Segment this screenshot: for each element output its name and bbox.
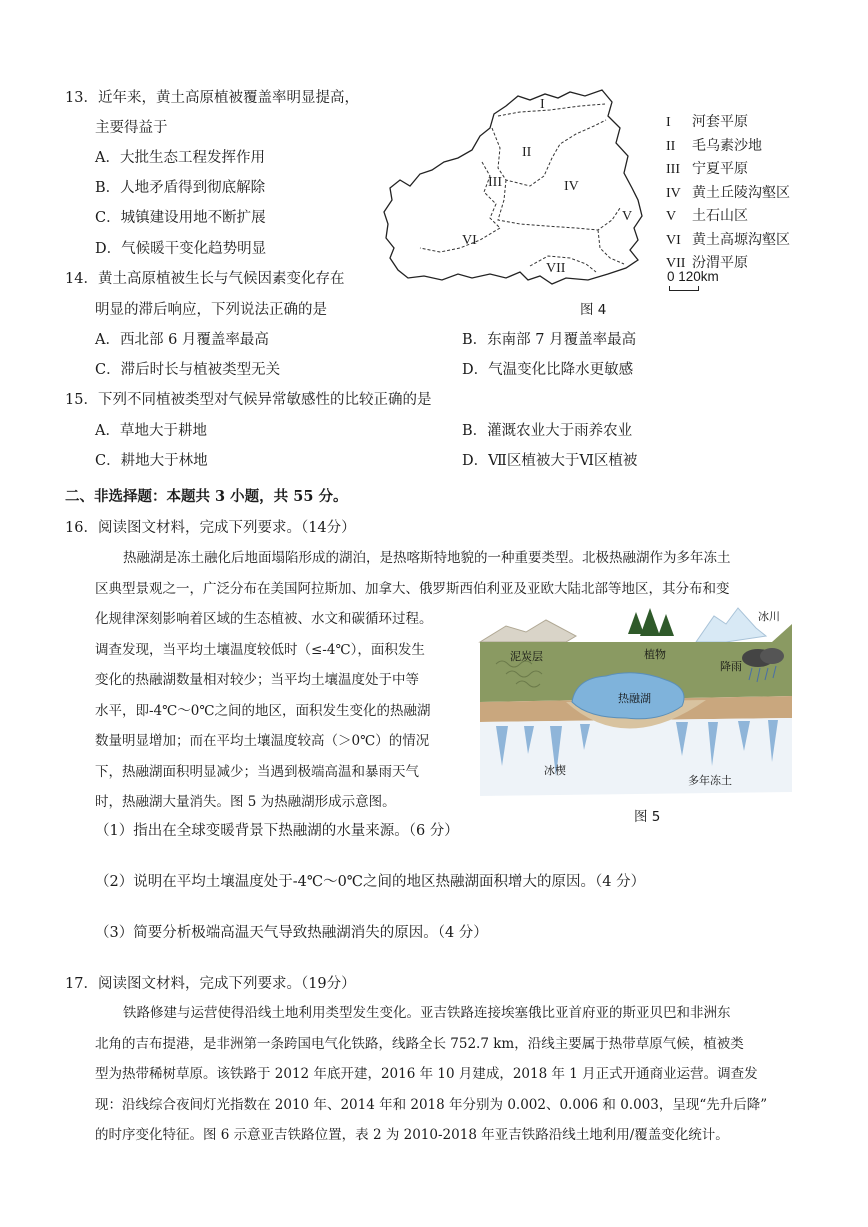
- q17-line: 型为热带稀树草原。该铁路于 2012 年底开建，2016 年 10 月建成，2018 年 1 月正式开通商业运营。调查发: [95, 1066, 758, 1082]
- region-mark-7: VII: [546, 261, 566, 276]
- legend-item: II 毛乌素沙地: [666, 137, 762, 154]
- q16-line: 热融湖是冻土融化后地面塌陷形成的湖泊，是热喀斯特地貌的一种重要类型。北极热融湖作为多年冻土: [123, 550, 731, 566]
- plateau-outline: [384, 90, 642, 284]
- permafrost-label: 多年冻土: [688, 774, 732, 787]
- legend-item: V 土石山区: [666, 208, 748, 224]
- legend-item: III 宁夏平原: [666, 161, 748, 177]
- glacier-label: 冰川: [758, 610, 780, 623]
- region-boundaries: [420, 104, 624, 272]
- plant-label: 植物: [644, 648, 666, 661]
- q15-option-b: B．灌溉农业大于雨养农业: [462, 423, 633, 439]
- q17-stem: 17．阅读图文材料，完成下列要求。（19分）: [65, 976, 356, 992]
- q13-stem-cont: 主要得益于: [95, 120, 168, 136]
- fig4-caption: 图 4: [580, 302, 607, 318]
- tree-icon: [658, 614, 674, 636]
- q13-option-d: D．气候暖干变化趋势明显: [95, 241, 267, 257]
- loess-plateau-map: [380, 88, 660, 293]
- lake-label: 热融湖: [618, 692, 651, 705]
- scale-bar: [669, 286, 699, 291]
- region-mark-5: V: [622, 209, 633, 224]
- q17-line: 北角的吉布提港，是非洲第一条跨国电气化铁路，线路全长 752.7 km，沿线主要属于热带草原气候，植被类: [95, 1035, 744, 1052]
- q17-line: 铁路修建与运营使得沿线土地利用类型发生变化。亚吉铁路连接埃塞俄比亚首府亚的斯亚贝巴和非洲东: [123, 1005, 731, 1021]
- ice-wedge-label: 冰楔: [544, 764, 566, 777]
- region-mark-4: IV: [564, 179, 579, 194]
- region-mark-1: I: [540, 97, 545, 112]
- peat-label: 泥炭层: [510, 650, 543, 663]
- tree-icon: [628, 612, 644, 634]
- glacier-shape: [696, 608, 766, 642]
- q16-line: 化规律深刻影响着区域的生态植被、水文和碳循环过程。: [95, 611, 433, 627]
- q14-option-b: B．东南部 7 月覆盖率最高: [462, 332, 637, 348]
- q14-stem-cont: 明显的滞后响应，下列说法正确的是: [95, 302, 327, 318]
- q13-stem: 13．近年来，黄土高原植被覆盖率明显提高，: [65, 90, 359, 106]
- q16-subquestion-1: （1）指出在全球变暖背景下热融湖的水量来源。（6 分）: [95, 823, 459, 839]
- q13-option-b: B．人地矛盾得到彻底解除: [95, 180, 266, 196]
- q16-subquestion-3: （3）简要分析极端高温天气导致热融湖消失的原因。（4 分）: [95, 925, 488, 941]
- rain-label: 降雨: [720, 660, 742, 673]
- fig4-legend: [666, 111, 790, 276]
- q16-subquestion-2: （2）说明在平均土壤温度处于-4℃～0℃之间的地区热融湖面积增大的原因。（4 分）: [95, 874, 646, 890]
- q14-stem: 14．黄土高原植被生长与气候因素变化存在: [65, 271, 345, 287]
- q15-option-c: C．耕地大于林地: [95, 453, 208, 469]
- q16-line: 调查发现，当平均土壤温度较低时（≤-4℃），面积发生: [95, 641, 425, 658]
- q15-stem: 15．下列不同植被类型对气候异常敏感性的比较正确的是: [65, 392, 432, 408]
- q16-line: 水平，即-4℃～0℃之间的地区，面积发生变化的热融湖: [95, 702, 431, 719]
- region-mark-6: VI: [462, 233, 477, 248]
- legend-item: VII 汾渭平原: [666, 255, 748, 271]
- q17-line: 的时序变化特征。图 6 示意亚吉铁路位置，表 2 为 2010-2018 年亚吉铁路沿线土地利用/覆盖变化统计。: [95, 1127, 729, 1143]
- q16-line: 时，热融湖大量消失。图 5 为热融湖形成示意图。: [95, 794, 396, 810]
- hill-shape: [480, 620, 576, 642]
- section-heading: 二、非选择题：本题共 3 小题，共 55 分。: [65, 488, 348, 505]
- legend-item: IV 黄土丘陵沟壑区: [666, 184, 790, 201]
- q14-option-a: A．西北部 6 月覆盖率最高: [95, 332, 269, 348]
- legend-item: I 河套平原: [666, 114, 748, 130]
- q16-line: 变化的热融湖数量相对较少；当平均土壤温度处于中等: [95, 672, 419, 688]
- q14-option-d: D．气温变化比降水更敏感: [462, 362, 634, 378]
- tree-icon: [640, 608, 660, 636]
- q17-line: 现：沿线综合夜间灯光指数在 2010 年、2014 年和 2018 年分别为 0.002、0.006 和 0.003，呈现“先升后降”: [95, 1096, 768, 1113]
- region-mark-3: III: [488, 175, 502, 190]
- legend-item: VI 黄土高塬沟壑区: [666, 231, 790, 248]
- q15-option-a: A．草地大于耕地: [95, 423, 207, 439]
- q16-line: 下，热融湖面积明显减少；当遇到极端高温和暴雨天气: [95, 763, 419, 780]
- q16-line: 数量明显增加；而在平均土壤温度较高（＞0℃）的情况: [95, 733, 430, 749]
- q17-passage: [95, 998, 767, 1151]
- q13-option-c: C．城镇建设用地不断扩展: [95, 210, 266, 226]
- q16-line: 区典型景观之一，广泛分布在美国阿拉斯加、加拿大、俄罗斯西伯利亚及亚欧大陆北部等地区，其分布和变: [95, 580, 730, 597]
- region-mark-2: II: [522, 145, 532, 160]
- thermokarst-diagram: [476, 606, 796, 802]
- q16-stem: 16．阅读图文材料，完成下列要求。（14分）: [65, 520, 356, 536]
- q13-option-a: A．大批生态工程发挥作用: [95, 150, 265, 166]
- q14-option-c: C．滞后时长与植被类型无关: [95, 362, 281, 378]
- q15-option-d: D．Ⅶ区植被大于Ⅵ区植被: [462, 453, 638, 469]
- fig5-caption: 图 5: [634, 809, 661, 825]
- scale-bar-label: 0 120km: [667, 269, 719, 284]
